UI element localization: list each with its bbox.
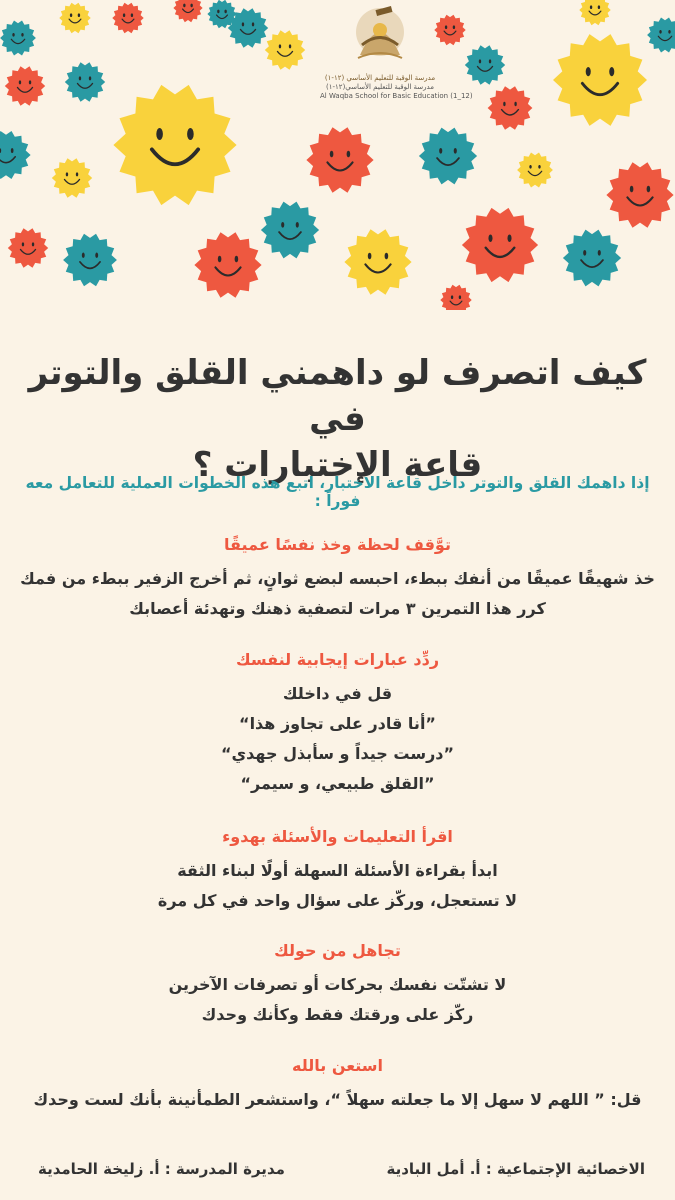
tip-section-ignore [20, 941, 655, 1030]
tip-heading: توَّقف لحظة وخذ نفسًا عميقًا [224, 535, 451, 554]
smiley-sun-icon [8, 228, 48, 267]
tip-line: لا تستعجل، وركّز على سؤال واحد في كل مرة [157, 891, 518, 910]
title-line-1: كيف اتصرف لو داهمني القلق والتوتر في [28, 353, 647, 439]
title-line-2: قاعة الإختبارات ؟ [192, 445, 483, 485]
tip-line: خذ شهيقًا عميقًا من أنفك ببطء، احبسه لبضع ثوانٍ، ثم أخرج الزفير ببطء من فمك [20, 569, 655, 588]
page-title [20, 350, 655, 488]
smiley-sun-icon [647, 18, 675, 53]
smiley-sun-icon [462, 208, 538, 282]
school-name-en: Al Waqba School for Basic Education (1_12) [320, 92, 473, 100]
smiley-sun-icon [419, 128, 477, 185]
smiley-sun-icon [0, 21, 36, 56]
smiley-sun-icon [306, 127, 373, 193]
smiley-sun-icon [563, 230, 621, 287]
tip-heading: استعن بالله [291, 1056, 383, 1075]
smiley-sun-icon [553, 34, 647, 126]
tip-line: لا تشتّت نفسك بحركات أو تصرفات الآخرين [168, 975, 507, 994]
tip-line: قل في داخلك [282, 684, 393, 703]
smiley-sun-icon [52, 158, 92, 197]
smiley-sun-icon [194, 232, 261, 298]
smiley-sun-icon [65, 62, 105, 101]
school-name-ar: مدرسة الوقبة للتعليم الأساسي(١٢-١) [326, 83, 434, 91]
school-name-ar-top: مدرسة الوقبة للتعليم الأساسي (١٢-١) [324, 74, 436, 82]
smiley-sun-icon [261, 202, 319, 259]
smiley-sun-icon [488, 86, 533, 130]
tip-line: ركّز على ورقتك فقط وكأنك وحدك [201, 1005, 474, 1024]
smiley-sun-icon [113, 85, 236, 205]
tip-line: ”أنا قادر على تجاوز هذا“ [239, 714, 436, 733]
tip-section-affirmations [20, 650, 655, 799]
tip-line: ”درست جيداً و سأبذل جهدي“ [220, 744, 454, 763]
smiley-sun-icon [63, 234, 117, 286]
school-logo-icon [330, 0, 430, 70]
tip-heading: تجاهل من حولك [274, 941, 401, 960]
tip-section-instructions [20, 827, 655, 916]
smiley-sun-icon [0, 131, 31, 179]
smiley-sun-icon [173, 0, 202, 22]
tip-section-breathe [20, 535, 655, 624]
tip-section-pray [20, 1056, 655, 1115]
smiley-sun-icon [465, 45, 505, 84]
tip-line: ”القلق طبيعي، و سيمر“ [240, 774, 435, 793]
smiley-sun-icon [265, 30, 305, 69]
footer-counselor: الاخصائية الإجتماعية : أ. أمل البادية [386, 1160, 645, 1178]
tip-line: قل: ” اللهم لا سهل إلا ما جعلته سهلاً “، واستشعر الطمأنينة بأنك لست وحدك [33, 1090, 642, 1109]
smiley-sun-icon [344, 229, 411, 295]
tip-line: كرر هذا التمرين ٣ مرات لتصفية ذهنك وتهدئة أعصابك [129, 599, 546, 618]
footer-principal: مديرة المدرسة : أ. زليخة الحامدية [38, 1160, 285, 1178]
smiley-sun-icon [517, 153, 553, 188]
smiley-sun-icon [5, 66, 45, 105]
smiley-sun-icon [606, 162, 673, 228]
tip-heading: اقرأ التعليمات والأسئلة بهدوء [222, 827, 453, 846]
intro-text: إذا داهمك القلق والتوتر داخل قاعة الاختبار، اتبع هذه الخطوات العملية للتعامل معه فوراً : [25, 474, 650, 510]
smiley-sun-icon [112, 3, 143, 34]
smiley-sun-icon [440, 285, 471, 310]
smiley-sun-icon [579, 0, 610, 25]
tip-line: ابدأ بقراءة الأسئلة السهلة أولًا لبناء الثقة [177, 861, 498, 880]
tip-heading: ردِّد عبارات إيجابية لنفسك [235, 650, 440, 669]
smiley-sun-icon [59, 3, 90, 34]
school-logo [320, 0, 473, 110]
